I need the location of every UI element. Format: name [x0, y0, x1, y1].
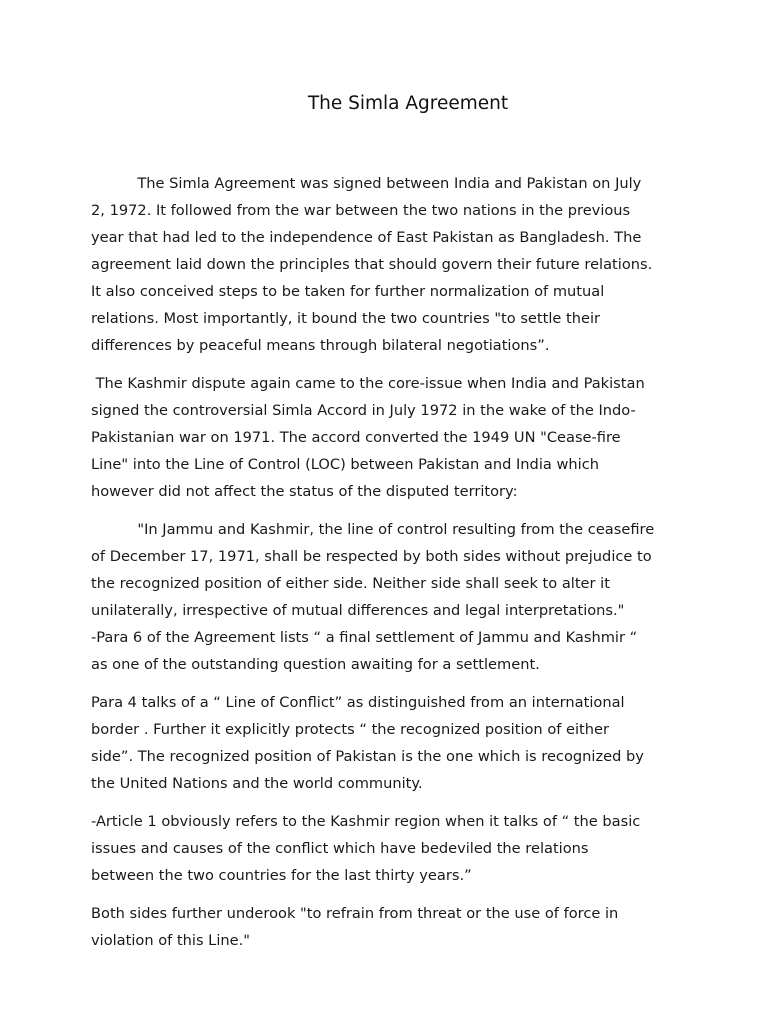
text-line: as one of the outstanding question awaiting for a settlement. — [91, 656, 540, 673]
text-line: agreement laid down the principles that should govern their future relations. — [91, 256, 653, 273]
text-line: between the two countries for the last thirty years.” — [91, 867, 472, 884]
text-line: relations. Most importantly, it bound the two countries "to settle their — [91, 310, 601, 327]
text-line: Both sides further underook "to refrain from threat or the use of force in — [91, 905, 619, 922]
text-line: Para 4 talks of a “ Line of Conflict” as distinguished from an international — [91, 694, 625, 711]
text-line: Line" into the Line of Control (LOC) between Pakistan and India which — [91, 456, 599, 473]
text-line: the recognized position of either side. Neither side shall seek to alter it — [91, 575, 610, 592]
paragraph-quote — [91, 516, 691, 678]
document-title: The Simla Agreement — [307, 93, 509, 114]
text-line: border . Further it explicitly protects “ the recognized position of either — [91, 721, 610, 738]
text-line: the United Nations and the world community. — [91, 775, 423, 792]
text-line: The Kashmir dispute again came to the core-issue when India and Pakistan — [91, 375, 645, 392]
text-line: Pakistanian war on 1971. The accord converted the 1949 UN "Cease-fire — [91, 429, 621, 446]
paragraph-article-1 — [91, 808, 691, 889]
text-line: differences by peaceful means through bilateral negotiations”. — [91, 337, 550, 354]
text-line: of December 17, 1971, shall be respected by both sides without prejudice to — [91, 548, 652, 565]
text-line: signed the controversial Simla Accord in July 1972 in the wake of the Indo- — [91, 402, 636, 419]
text-line: 2, 1972. It followed from the war between the two nations in the previous — [91, 202, 631, 219]
text-line: "In Jammu and Kashmir, the line of control resulting from the ceasefire — [91, 521, 655, 538]
text-line: -Article 1 obviously refers to the Kashmir region when it talks of “ the basic — [91, 813, 641, 830]
document-body — [91, 170, 691, 954]
text-line: -Para 6 of the Agreement lists “ a final settlement of Jammu and Kashmir “ — [91, 629, 638, 646]
text-line: It also conceived steps to be taken for further normalization of mutual — [91, 283, 605, 300]
text-line: violation of this Line." — [91, 932, 250, 949]
text-line: year that had led to the independence of East Pakistan as Bangladesh. The — [91, 229, 642, 246]
text-line: issues and causes of the conflict which have bedeviled the relations — [91, 840, 589, 857]
text-line: however did not affect the status of the disputed territory: — [91, 483, 518, 500]
text-line: side”. The recognized position of Pakistan is the one which is recognized by — [91, 748, 644, 765]
text-line: unilaterally, irrespective of mutual differences and legal interpretations." — [91, 602, 625, 619]
paragraph-kashmir-dispute — [91, 370, 691, 505]
paragraph-para-4 — [91, 689, 691, 797]
paragraph-both-sides — [91, 900, 691, 954]
paragraph-intro — [91, 170, 691, 359]
text-line: The Simla Agreement was signed between India and Pakistan on July — [91, 175, 642, 192]
